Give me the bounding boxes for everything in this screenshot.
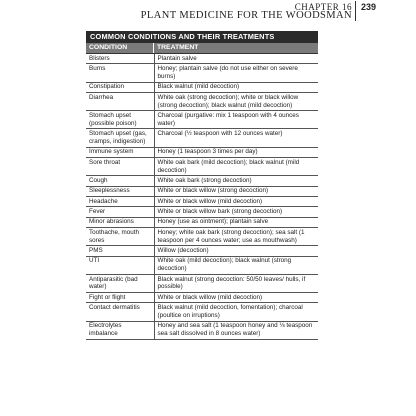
treatment-cell: Honey (use as ointment); plantain salve <box>154 217 318 227</box>
treatment-cell: White or black willow (mild decoction) <box>154 293 318 303</box>
condition-cell: Fight or flight <box>86 293 154 303</box>
table-row <box>86 256 318 274</box>
condition-cell: Fever <box>86 207 154 217</box>
treatment-cell: Honey; white oak bark (strong decoction); sea salt (1 teaspoon per 4 ounces water; use as mouthwash) <box>154 228 318 246</box>
treatment-cell: White oak bark (strong decoction) <box>154 176 318 186</box>
table-row <box>86 54 318 64</box>
condition-cell: Stomach upset (possible poison) <box>86 111 154 129</box>
treatment-cell: Black walnut (mild decoction, fomentation); charcoal (poultice on irruptions) <box>154 303 318 321</box>
table-row <box>86 303 318 321</box>
table-row <box>86 64 318 82</box>
condition-cell: Burns <box>86 64 154 82</box>
treatment-cell: Charcoal (purgative: mix 1 teaspoon with 4 ounces water) <box>154 111 318 129</box>
chapter-label: CHAPTER 16 <box>294 2 352 12</box>
condition-cell: Toothache, mouth sores <box>86 228 154 246</box>
treatment-cell: White oak (mild decoction); black walnut (strong decoction) <box>154 256 318 274</box>
treatment-cell: White or black willow (mild decoction) <box>154 196 318 206</box>
condition-cell: Electrolytes imbalance <box>86 321 154 339</box>
table-row <box>86 176 318 186</box>
treatment-cell: White oak (strong decoction); white or black willow (strong decoction); black walnut (mild decoction) <box>154 92 318 110</box>
page-header <box>0 0 416 24</box>
table-row <box>86 293 318 303</box>
condition-cell: PMS <box>86 246 154 256</box>
page-number: 239 <box>361 2 377 12</box>
condition-cell: Diarrhea <box>86 92 154 110</box>
condition-cell: Cough <box>86 176 154 186</box>
condition-cell: Blisters <box>86 54 154 64</box>
table-row <box>86 228 318 246</box>
table-row <box>86 207 318 217</box>
treatment-cell: White or black willow (strong decoction) <box>154 186 318 196</box>
condition-cell: Headache <box>86 196 154 206</box>
treatment-cell: Honey (1 teaspoon 3 times per day) <box>154 147 318 157</box>
condition-cell: Contact dermatitis <box>86 303 154 321</box>
running-title: PLANT MEDICINE FOR THE WOODSMAN <box>140 10 352 21</box>
table-row <box>86 157 318 175</box>
treatment-cell: Plantain salve <box>154 54 318 64</box>
treatment-cell: Black walnut (mild decoction) <box>154 82 318 92</box>
condition-cell: Minor abrasions <box>86 217 154 227</box>
condition-cell: Sore throat <box>86 157 154 175</box>
treatment-cell: Willow (decoction) <box>154 246 318 256</box>
header-divider <box>355 1 356 21</box>
column-header-treatment: TREATMENT <box>157 44 199 51</box>
condition-cell: Antiparasitic (bad water) <box>86 274 154 292</box>
treatment-cell: White or black willow bark (strong decoction) <box>154 207 318 217</box>
table-body <box>86 54 318 340</box>
table-row <box>86 274 318 292</box>
treatment-cell: Honey and sea salt (1 teaspoon honey and ⅛ teaspoon sea salt dissolved in 8 ounces water) <box>154 321 318 339</box>
condition-cell: UTI <box>86 256 154 274</box>
column-header-condition: CONDITION <box>86 43 154 53</box>
treatment-cell: Charcoal (½ teaspoon with 12 ounces water) <box>154 129 318 147</box>
table-row <box>86 196 318 206</box>
table-row <box>86 217 318 227</box>
condition-cell: Constipation <box>86 82 154 92</box>
table-row <box>86 92 318 110</box>
table-row <box>86 147 318 157</box>
table-row <box>86 129 318 147</box>
table-row <box>86 186 318 196</box>
table-title: COMMON CONDITIONS AND THEIR TREATMENTS <box>86 31 318 43</box>
conditions-table <box>86 31 318 340</box>
treatment-cell: Honey; plantain salve (do not use either on severe burns) <box>154 64 318 82</box>
table-row <box>86 82 318 92</box>
condition-cell: Sleeplessness <box>86 186 154 196</box>
table-row <box>86 321 318 339</box>
treatment-cell: Black walnut (strong decoction: 50/50 leaves/ hulls, if possible) <box>154 274 318 292</box>
table-row <box>86 246 318 256</box>
condition-cell: Stomach upset (gas, cramps, indigestion) <box>86 129 154 147</box>
table-header-row <box>86 43 318 54</box>
condition-cell: Immune system <box>86 147 154 157</box>
treatment-cell: White oak bark (mild decoction); black walnut (mild decoction) <box>154 157 318 175</box>
table-row <box>86 111 318 129</box>
